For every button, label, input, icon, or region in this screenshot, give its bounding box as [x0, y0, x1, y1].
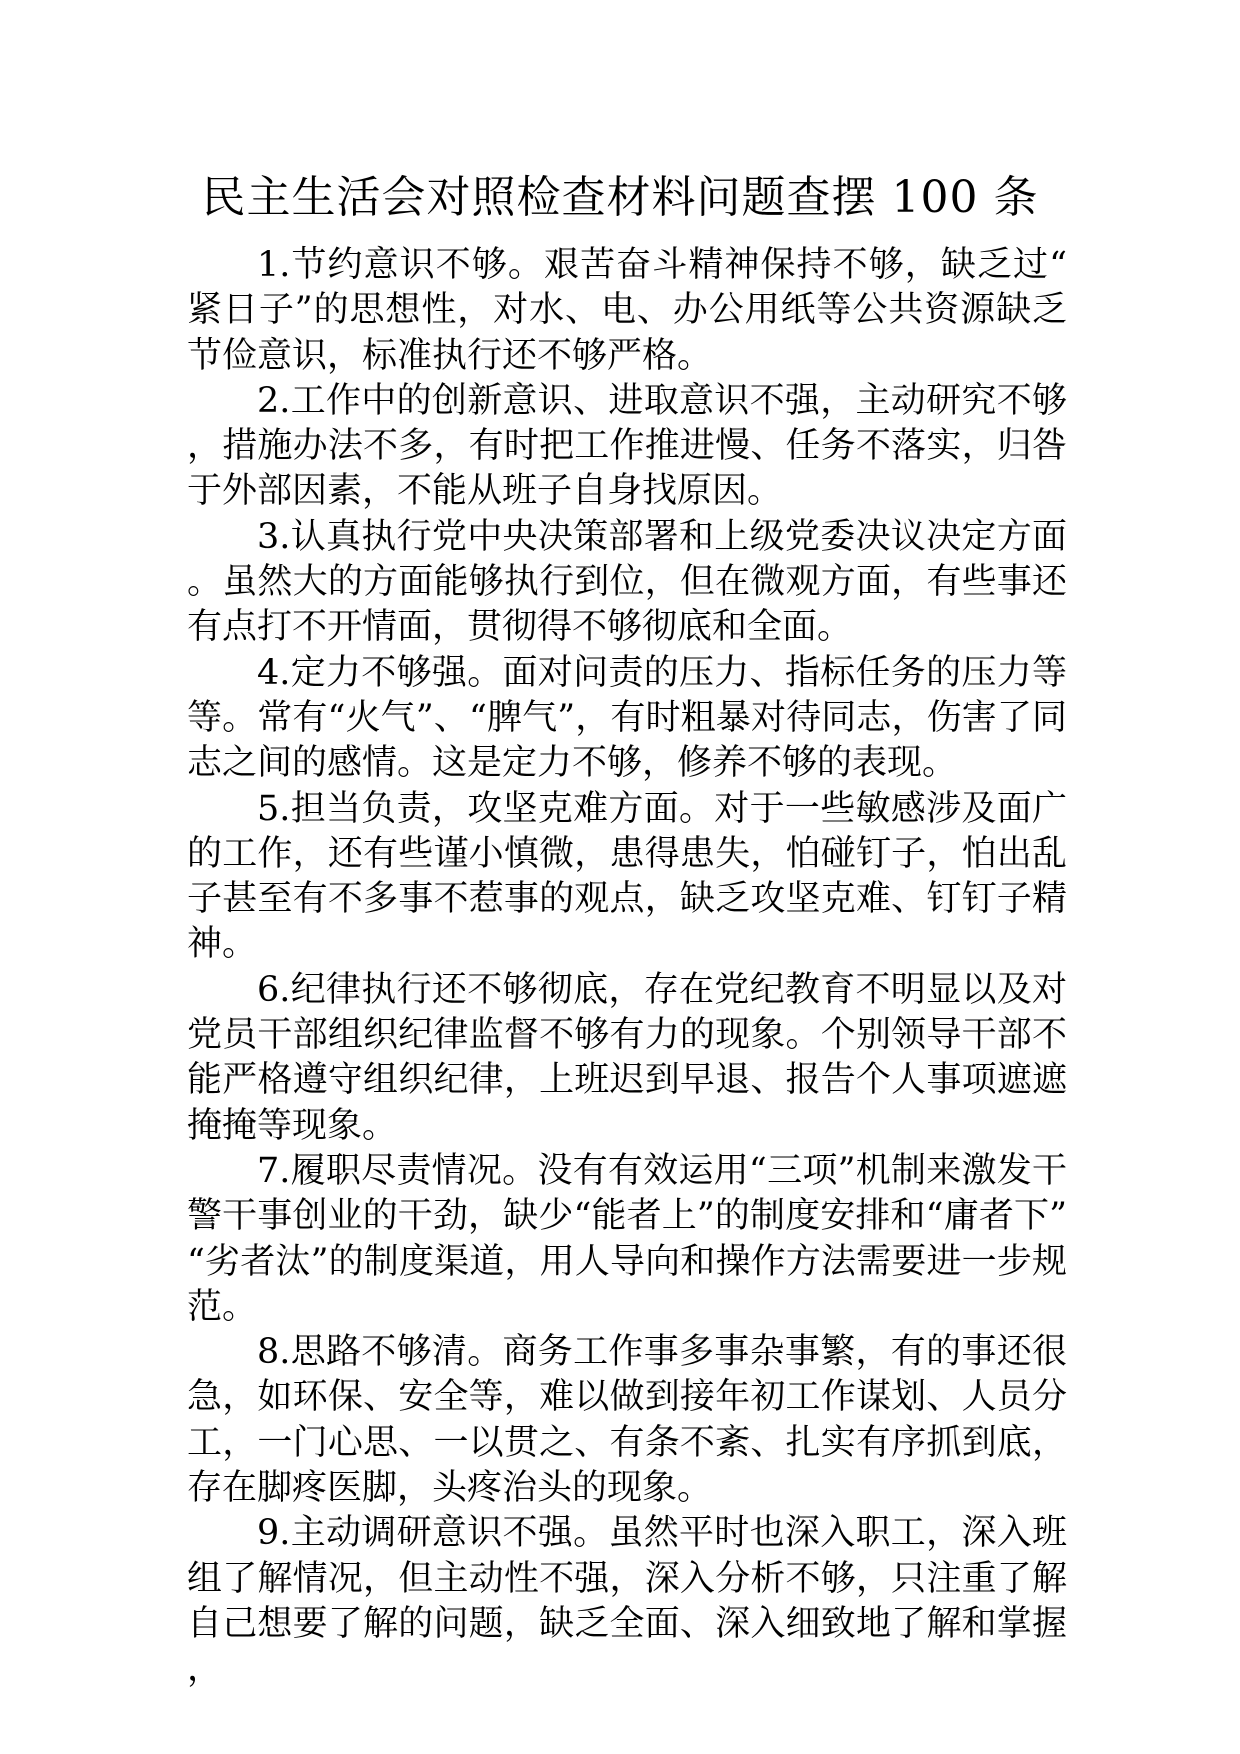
paragraph-8: 8.思路不够清。商务工作事多事杂事繁，有的事还很急，如环保、安全等，难以做到接年初工作谋划、人员分工，一门心思、一以贯之、有条不紊、扎实有序抓到底，存在脚疼医脚，头疼治头的现象。: [187, 1332, 1067, 1509]
paragraph-9: 9.主动调研意识不强。虽然平时也深入职工，深入班组了解情况，但主动性不强，深入分析不够，只注重了解自己想要了解的问题，缺乏全面、深入细致地了解和掌握，: [187, 1513, 1067, 1690]
paragraph-6: 6.纪律执行还不够彻底，存在党纪教育不明显以及对党员干部组织纪律监督不够有力的现象。个别领导干部不能严格遵守组织纪律，上班迟到早退、报告个人事项遮遮掩掩等现象。: [187, 969, 1067, 1146]
paragraph-1: 1.节约意识不够。艰苦奋斗精神保持不够，缺乏过“紧日子”的思想性，对水、电、办公用纸等公共资源缺乏节俭意识，标准执行还不够严格。: [187, 245, 1067, 376]
document-title: 民主生活会对照检查材料问题查摆 100 条: [201, 172, 1039, 223]
paragraph-3: 3.认真执行党中央决策部署和上级党委决议决定方面。虽然大的方面能够执行到位，但在微观方面，有些事还有点打不开情面，贯彻得不够彻底和全面。: [187, 516, 1067, 648]
paragraph-4: 4.定力不够强。面对问责的压力、指标任务的压力等等。常有“火气”、“脾气”，有时粗暴对待同志，伤害了同志之间的感情。这是定力不够，修养不够的表现。: [187, 652, 1067, 784]
paragraph-5: 5.担当负责，攻坚克难方面。对于一些敏感涉及面广的工作，还有些谨小慎微，患得患失，怕碰钉子，怕出乱子甚至有不多事不惹事的观点，缺乏攻坚克难、钉钉子精神。: [187, 788, 1067, 965]
document-body: [187, 243, 1067, 1693]
paragraph-7: 7.履职尽责情况。没有有效运用“三项”机制来激发干警干事创业的干劲，缺少“能者上”的制度安排和“庸者下”“劣者汰”的制度渠道，用人导向和操作方法需要进一步规范。: [187, 1150, 1067, 1327]
paragraph-2: 2.工作中的创新意识、进取意识不强，主动研究不够，措施办法不多，有时把工作推进慢、任务不落实，归咎于外部因素，不能从班子自身找原因。: [187, 380, 1067, 512]
